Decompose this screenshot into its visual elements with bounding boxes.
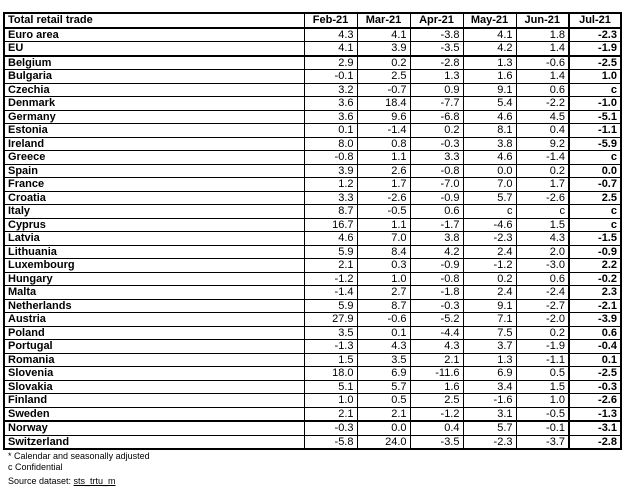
column-header: Mar-21 xyxy=(357,13,410,28)
value-cell: 0.1 xyxy=(304,124,357,138)
table-row xyxy=(4,151,621,165)
value-cell: -1.4 xyxy=(516,151,569,165)
value-cell: 4.3 xyxy=(410,340,463,354)
value-cell: -2.6 xyxy=(569,394,621,408)
value-cell: -0.7 xyxy=(569,178,621,192)
value-cell: -4.4 xyxy=(410,326,463,340)
row-label: Ireland xyxy=(4,137,304,151)
value-cell: 4.2 xyxy=(463,42,516,56)
value-cell: -2.0 xyxy=(516,313,569,327)
value-cell: 1.0 xyxy=(569,70,621,84)
value-cell: 7.0 xyxy=(357,232,410,246)
value-cell: -3.0 xyxy=(516,259,569,273)
value-cell: 27.9 xyxy=(304,313,357,327)
column-header: Jun-21 xyxy=(516,13,569,28)
table-row xyxy=(4,56,621,70)
table-row xyxy=(4,164,621,178)
value-cell: 5.4 xyxy=(463,97,516,111)
value-cell: -1.3 xyxy=(569,407,621,421)
value-cell: 8.0 xyxy=(304,137,357,151)
value-cell: -5.2 xyxy=(410,313,463,327)
value-cell: -3.8 xyxy=(410,28,463,42)
value-cell: -1.2 xyxy=(410,407,463,421)
value-cell: 6.9 xyxy=(357,367,410,381)
value-cell: 2.4 xyxy=(463,286,516,300)
value-cell: 1.5 xyxy=(304,353,357,367)
value-cell: 4.5 xyxy=(516,110,569,124)
value-cell: 2.1 xyxy=(410,353,463,367)
retail-trade-table xyxy=(3,12,622,450)
row-label: Malta xyxy=(4,286,304,300)
value-cell: -6.8 xyxy=(410,110,463,124)
value-cell: -1.2 xyxy=(463,259,516,273)
value-cell: -3.5 xyxy=(410,435,463,449)
value-cell: 1.2 xyxy=(304,178,357,192)
row-label: Slovenia xyxy=(4,367,304,381)
value-cell: -1.9 xyxy=(569,42,621,56)
value-cell: c xyxy=(516,205,569,219)
value-cell: 8.7 xyxy=(357,299,410,313)
value-cell: 3.7 xyxy=(463,340,516,354)
value-cell: 3.6 xyxy=(304,110,357,124)
table-row xyxy=(4,137,621,151)
value-cell: 2.1 xyxy=(357,407,410,421)
value-cell: 9.6 xyxy=(357,110,410,124)
value-cell: 3.4 xyxy=(463,380,516,394)
table-row xyxy=(4,259,621,273)
value-cell: -1.4 xyxy=(304,286,357,300)
table-row xyxy=(4,218,621,232)
value-cell: 7.1 xyxy=(463,313,516,327)
row-label: Luxembourg xyxy=(4,259,304,273)
value-cell: 3.1 xyxy=(463,407,516,421)
table-row xyxy=(4,70,621,84)
value-cell: 0.6 xyxy=(516,272,569,286)
row-label: Austria xyxy=(4,313,304,327)
value-cell: 0.6 xyxy=(516,83,569,97)
row-label: Slovakia xyxy=(4,380,304,394)
value-cell: 1.0 xyxy=(516,394,569,408)
value-cell: 1.1 xyxy=(357,151,410,165)
value-cell: 1.3 xyxy=(410,70,463,84)
value-cell: -0.3 xyxy=(410,137,463,151)
value-cell: -0.8 xyxy=(304,151,357,165)
value-cell: 3.8 xyxy=(410,232,463,246)
value-cell: 0.1 xyxy=(357,326,410,340)
value-cell: 3.5 xyxy=(357,353,410,367)
value-cell: 4.3 xyxy=(516,232,569,246)
row-label: Portugal xyxy=(4,340,304,354)
value-cell: 0.0 xyxy=(569,164,621,178)
row-label: Croatia xyxy=(4,191,304,205)
value-cell: 0.2 xyxy=(357,56,410,70)
table-row xyxy=(4,245,621,259)
table-row xyxy=(4,394,621,408)
value-cell: 3.3 xyxy=(304,191,357,205)
value-cell: 3.6 xyxy=(304,97,357,111)
value-cell: 2.1 xyxy=(304,259,357,273)
row-label: Czechia xyxy=(4,83,304,97)
source-label: Source dataset: xyxy=(8,476,74,486)
table-row xyxy=(4,42,621,56)
table-row xyxy=(4,110,621,124)
row-label: Germany xyxy=(4,110,304,124)
value-cell: 0.1 xyxy=(569,353,621,367)
footnote-adjusted: * Calendar and seasonally adjusted xyxy=(8,451,150,461)
table-body xyxy=(4,28,621,450)
value-cell: 0.4 xyxy=(410,421,463,435)
value-cell: -0.9 xyxy=(410,191,463,205)
row-label: Sweden xyxy=(4,407,304,421)
value-cell: 0.5 xyxy=(357,394,410,408)
value-cell: -1.3 xyxy=(304,340,357,354)
value-cell: -0.1 xyxy=(304,70,357,84)
value-cell: 1.8 xyxy=(516,28,569,42)
value-cell: c xyxy=(569,83,621,97)
row-label: Cyprus xyxy=(4,218,304,232)
table-row xyxy=(4,232,621,246)
table-row xyxy=(4,367,621,381)
value-cell: -2.4 xyxy=(516,286,569,300)
table-row xyxy=(4,326,621,340)
value-cell: 0.2 xyxy=(410,124,463,138)
table-row xyxy=(4,435,621,449)
source-line xyxy=(8,476,150,487)
table-row xyxy=(4,407,621,421)
value-cell: 4.1 xyxy=(304,42,357,56)
value-cell: -0.9 xyxy=(569,245,621,259)
value-cell: 3.9 xyxy=(357,42,410,56)
value-cell: 8.1 xyxy=(463,124,516,138)
value-cell: -1.1 xyxy=(569,124,621,138)
value-cell: 0.3 xyxy=(357,259,410,273)
value-cell: 1.7 xyxy=(516,178,569,192)
value-cell: -0.3 xyxy=(410,299,463,313)
column-header: Jul-21 xyxy=(569,13,621,28)
row-label: Estonia xyxy=(4,124,304,138)
value-cell: 0.6 xyxy=(569,326,621,340)
value-cell: 7.0 xyxy=(463,178,516,192)
value-cell: 1.3 xyxy=(463,353,516,367)
value-cell: -1.2 xyxy=(304,272,357,286)
table-row xyxy=(4,178,621,192)
value-cell: 1.1 xyxy=(357,218,410,232)
value-cell: -1.0 xyxy=(569,97,621,111)
value-cell: -2.2 xyxy=(516,97,569,111)
value-cell: 1.5 xyxy=(516,218,569,232)
value-cell: -2.3 xyxy=(569,28,621,42)
value-cell: 24.0 xyxy=(357,435,410,449)
table-row xyxy=(4,272,621,286)
value-cell: -0.8 xyxy=(410,164,463,178)
column-header: Feb-21 xyxy=(304,13,357,28)
row-label: Spain xyxy=(4,164,304,178)
table-row xyxy=(4,286,621,300)
value-cell: 4.3 xyxy=(357,340,410,354)
value-cell: -2.8 xyxy=(410,56,463,70)
value-cell: 5.1 xyxy=(304,380,357,394)
value-cell: 0.8 xyxy=(357,137,410,151)
table-row xyxy=(4,313,621,327)
value-cell: -0.5 xyxy=(516,407,569,421)
value-cell: 9.1 xyxy=(463,83,516,97)
value-cell: -7.0 xyxy=(410,178,463,192)
value-cell: -0.3 xyxy=(304,421,357,435)
table-row xyxy=(4,380,621,394)
value-cell: 0.6 xyxy=(410,205,463,219)
value-cell: 1.6 xyxy=(463,70,516,84)
value-cell: -1.5 xyxy=(569,232,621,246)
value-cell: -11.6 xyxy=(410,367,463,381)
value-cell: -4.6 xyxy=(463,218,516,232)
value-cell: 2.6 xyxy=(357,164,410,178)
table-header-row xyxy=(4,13,621,28)
value-cell: -1.7 xyxy=(410,218,463,232)
table-row xyxy=(4,299,621,313)
value-cell: -3.1 xyxy=(569,421,621,435)
table-row xyxy=(4,83,621,97)
value-cell: 2.1 xyxy=(304,407,357,421)
value-cell: 0.4 xyxy=(516,124,569,138)
value-cell: 0.5 xyxy=(516,367,569,381)
value-cell: -5.8 xyxy=(304,435,357,449)
row-label: Norway xyxy=(4,421,304,435)
value-cell: 5.7 xyxy=(463,421,516,435)
value-cell: 9.1 xyxy=(463,299,516,313)
value-cell: 16.7 xyxy=(304,218,357,232)
row-label: Romania xyxy=(4,353,304,367)
row-label: Finland xyxy=(4,394,304,408)
value-cell: 5.9 xyxy=(304,245,357,259)
value-cell: 3.9 xyxy=(304,164,357,178)
value-cell: 4.1 xyxy=(357,28,410,42)
table-row xyxy=(4,191,621,205)
value-cell: 2.7 xyxy=(357,286,410,300)
row-label: Switzerland xyxy=(4,435,304,449)
row-label: Netherlands xyxy=(4,299,304,313)
value-cell: -1.9 xyxy=(516,340,569,354)
value-cell: 0.2 xyxy=(516,326,569,340)
value-cell: -1.6 xyxy=(463,394,516,408)
row-label: Denmark xyxy=(4,97,304,111)
value-cell: 1.0 xyxy=(304,394,357,408)
footnote-confidential: c Confidential xyxy=(8,462,63,472)
column-header: May-21 xyxy=(463,13,516,28)
value-cell: -0.4 xyxy=(569,340,621,354)
row-label: France xyxy=(4,178,304,192)
value-cell: 2.4 xyxy=(463,245,516,259)
value-cell: -2.7 xyxy=(516,299,569,313)
value-cell: 3.5 xyxy=(304,326,357,340)
value-cell: c xyxy=(569,218,621,232)
value-cell: 5.7 xyxy=(357,380,410,394)
value-cell: -0.8 xyxy=(410,272,463,286)
value-cell: 1.5 xyxy=(516,380,569,394)
value-cell: c xyxy=(463,205,516,219)
table-row xyxy=(4,124,621,138)
table-row xyxy=(4,353,621,367)
value-cell: -5.9 xyxy=(569,137,621,151)
column-header: Apr-21 xyxy=(410,13,463,28)
value-cell: 8.7 xyxy=(304,205,357,219)
value-cell: -1.8 xyxy=(410,286,463,300)
value-cell: 2.5 xyxy=(357,70,410,84)
value-cell: 2.3 xyxy=(569,286,621,300)
row-label: Poland xyxy=(4,326,304,340)
value-cell: 7.5 xyxy=(463,326,516,340)
value-cell: c xyxy=(569,151,621,165)
row-label: Belgium xyxy=(4,56,304,70)
value-cell: -7.7 xyxy=(410,97,463,111)
value-cell: -2.5 xyxy=(569,56,621,70)
table-row xyxy=(4,205,621,219)
value-cell: 1.0 xyxy=(357,272,410,286)
table-title: Total retail trade xyxy=(4,13,304,28)
value-cell: -0.6 xyxy=(516,56,569,70)
value-cell: 5.9 xyxy=(304,299,357,313)
value-cell: -2.1 xyxy=(569,299,621,313)
value-cell: 4.2 xyxy=(410,245,463,259)
value-cell: 1.6 xyxy=(410,380,463,394)
value-cell: 1.7 xyxy=(357,178,410,192)
row-label: Italy xyxy=(4,205,304,219)
value-cell: -3.5 xyxy=(410,42,463,56)
row-label: Euro area xyxy=(4,28,304,42)
table-row xyxy=(4,340,621,354)
row-label: EU xyxy=(4,42,304,56)
value-cell: 18.4 xyxy=(357,97,410,111)
value-cell: 0.2 xyxy=(516,164,569,178)
value-cell: -2.3 xyxy=(463,435,516,449)
value-cell: 4.6 xyxy=(304,232,357,246)
value-cell: -2.8 xyxy=(569,435,621,449)
value-cell: -2.6 xyxy=(357,191,410,205)
value-cell: 0.0 xyxy=(357,421,410,435)
table-row xyxy=(4,421,621,435)
value-cell: 2.5 xyxy=(569,191,621,205)
value-cell: 4.6 xyxy=(463,151,516,165)
value-cell: 4.6 xyxy=(463,110,516,124)
value-cell: 1.4 xyxy=(516,70,569,84)
value-cell: 2.9 xyxy=(304,56,357,70)
value-cell: 3.2 xyxy=(304,83,357,97)
value-cell: c xyxy=(569,205,621,219)
value-cell: -2.6 xyxy=(516,191,569,205)
value-cell: 0.9 xyxy=(410,83,463,97)
value-cell: -5.1 xyxy=(569,110,621,124)
value-cell: -0.1 xyxy=(516,421,569,435)
row-label: Greece xyxy=(4,151,304,165)
table-row xyxy=(4,97,621,111)
row-label: Latvia xyxy=(4,232,304,246)
value-cell: 3.3 xyxy=(410,151,463,165)
table-row xyxy=(4,28,621,42)
value-cell: -0.5 xyxy=(357,205,410,219)
value-cell: -1.1 xyxy=(516,353,569,367)
value-cell: 5.7 xyxy=(463,191,516,205)
value-cell: 4.1 xyxy=(463,28,516,42)
value-cell: 2.2 xyxy=(569,259,621,273)
value-cell: -2.3 xyxy=(463,232,516,246)
value-cell: 8.4 xyxy=(357,245,410,259)
value-cell: 0.0 xyxy=(463,164,516,178)
value-cell: -3.9 xyxy=(569,313,621,327)
value-cell: 2.0 xyxy=(516,245,569,259)
value-cell: 0.2 xyxy=(463,272,516,286)
value-cell: -0.7 xyxy=(357,83,410,97)
value-cell: 1.4 xyxy=(516,42,569,56)
row-label: Hungary xyxy=(4,272,304,286)
row-label: Lithuania xyxy=(4,245,304,259)
value-cell: 3.8 xyxy=(463,137,516,151)
value-cell: 18.0 xyxy=(304,367,357,381)
value-cell: -1.4 xyxy=(357,124,410,138)
value-cell: 6.9 xyxy=(463,367,516,381)
value-cell: -0.6 xyxy=(357,313,410,327)
value-cell: -2.5 xyxy=(569,367,621,381)
value-cell: 1.3 xyxy=(463,56,516,70)
footnotes xyxy=(8,451,150,487)
value-cell: 2.5 xyxy=(410,394,463,408)
row-label: Bulgaria xyxy=(4,70,304,84)
value-cell: 9.2 xyxy=(516,137,569,151)
value-cell: -3.7 xyxy=(516,435,569,449)
value-cell: -0.9 xyxy=(410,259,463,273)
value-cell: 4.3 xyxy=(304,28,357,42)
value-cell: -0.3 xyxy=(569,380,621,394)
value-cell: -0.2 xyxy=(569,272,621,286)
source-dataset-link[interactable]: sts_trtu_m xyxy=(73,476,116,486)
